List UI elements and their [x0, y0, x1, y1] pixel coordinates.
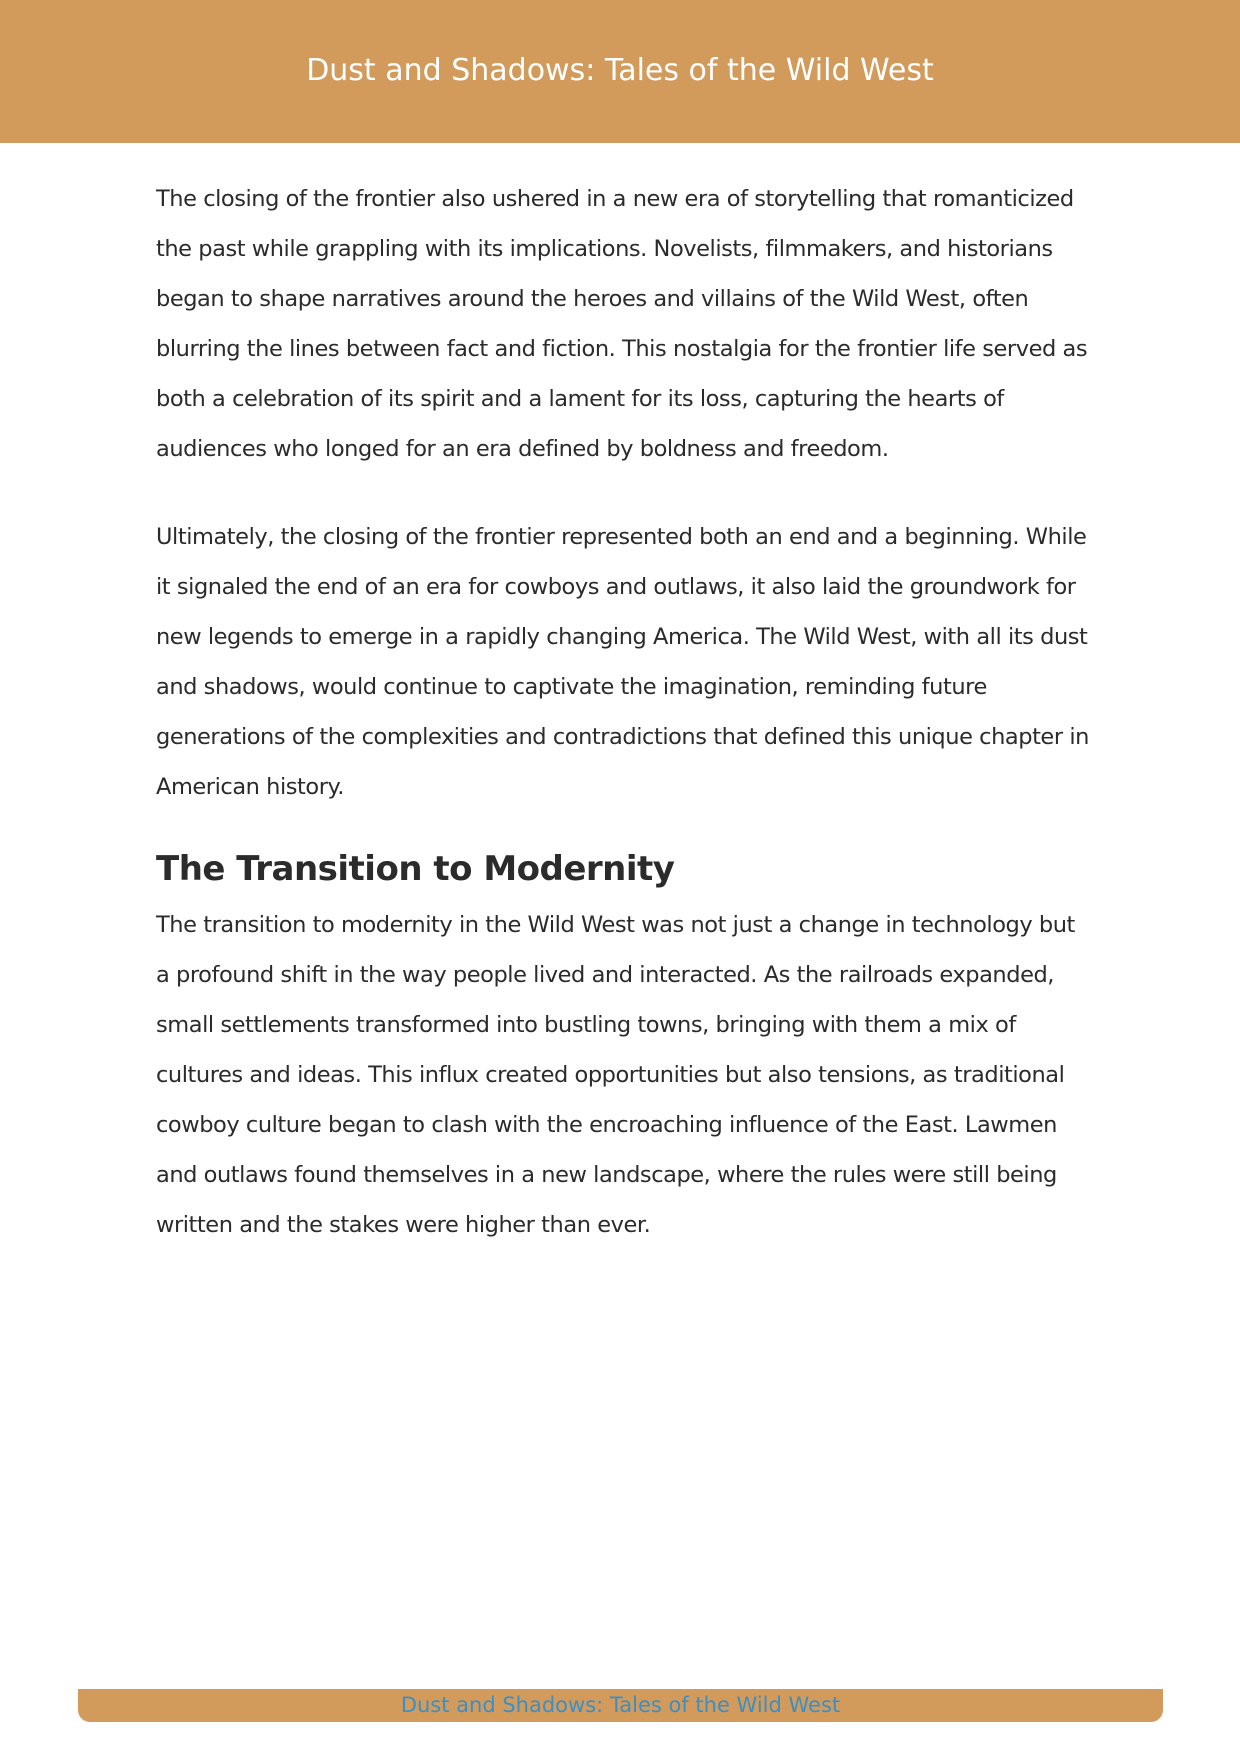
footer-text: Dust and Shadows: Tales of the Wild West [400, 1693, 841, 1717]
page-content [156, 174, 1090, 1250]
section-heading: The Transition to Modernity [156, 849, 675, 889]
page-footer [78, 1689, 1163, 1722]
page-header [0, 0, 1240, 143]
section-paragraph: The transition to modernity in the Wild West was not just a change in technology but a profound shift in the way people lived and interacted. As the railroads expanded, small settlements transformed into bustling towns, bringing with them a mix of cultures and ideas. This influx created opportunities but also tensions, as traditional cowboy culture began to clash with the encroaching influence of the East. Lawmen and outlaws found themselves in a new landscape, where the rules were still being written and the stakes were higher than ever. [156, 912, 1075, 1238]
paragraph-2: Ultimately, the closing of the frontier represented both an end and a beginning. While it signaled the end of an era for cowboys and outlaws, it also laid the groundwork for new legends to emerge in a rapidly changing America. The Wild West, with all its dust and shadows, would continue to captivate the imagination, reminding future generations of the complexities and contradictions that defined this unique chapter in American history. [156, 524, 1089, 800]
header-title: Dust and Shadows: Tales of the Wild West [306, 53, 934, 88]
paragraph-1: The closing of the frontier also ushered in a new era of storytelling that romanticized the past while grappling with its implications. Novelists, filmmakers, and historians began to shape narratives around the heroes and villains of the Wild West, often blurring the lines between fact and fiction. This nostalgia for the frontier life served as both a celebration of its spirit and a lament for its loss, capturing the hearts of audiences who longed for an era defined by boldness and freedom. [156, 186, 1088, 462]
